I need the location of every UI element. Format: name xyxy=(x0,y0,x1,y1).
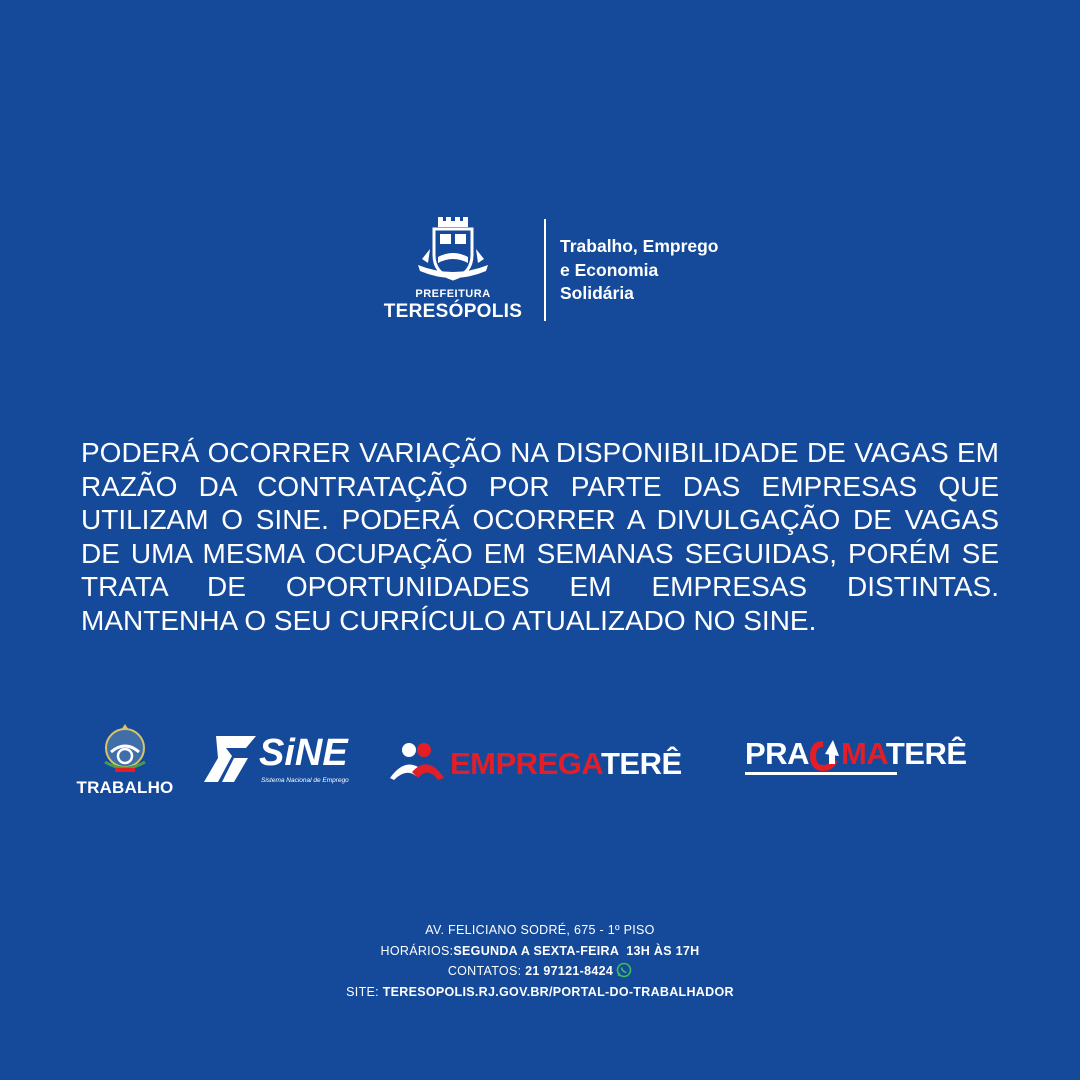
city-name: TERESÓPOLIS xyxy=(383,301,523,322)
prefeitura-logo xyxy=(378,215,528,325)
footer-hours xyxy=(0,941,1080,962)
empregatere-logo xyxy=(388,740,718,800)
pracima-part-3: TERÊ xyxy=(885,736,967,771)
header-divider xyxy=(544,219,546,321)
empregatere-red: EMPREGA xyxy=(450,746,601,781)
footer-site xyxy=(0,982,1080,1003)
coat-of-arms-icon xyxy=(414,215,492,287)
secretaria-line-1: Trabalho, Emprego xyxy=(560,236,719,256)
footer-contacts xyxy=(0,961,1080,982)
pracima-underline xyxy=(745,772,897,775)
pracimatere-logo xyxy=(745,734,1015,794)
secretaria-name xyxy=(560,235,820,306)
contacts-label: CONTATOS: xyxy=(447,964,526,978)
pracima-part-2: MA xyxy=(840,736,886,771)
sine-subtitle: Sistema Nacional de Emprego xyxy=(261,777,349,784)
site-label: SITE: xyxy=(346,984,383,999)
state-crest-icon xyxy=(99,722,151,778)
sine-mark-icon xyxy=(204,736,256,782)
empregatere-white: TERÊ xyxy=(600,746,682,781)
sine-logo xyxy=(204,732,364,806)
footer-contact xyxy=(0,920,1080,1002)
trabalho-label: TRABALHO xyxy=(76,778,174,797)
secretaria-line-2: e Economia xyxy=(560,259,659,280)
whatsapp-icon xyxy=(616,962,632,978)
pracimatere-wordmark xyxy=(745,736,967,772)
empregatere-wordmark xyxy=(450,746,682,782)
site-value[interactable]: TERESOPOLIS.RJ.GOV.BR/PORTAL-DO-TRABALHADOR xyxy=(382,984,734,999)
notice-text: PODERÁ OCORRER VARIAÇÃO NA DISPONIBILIDADE DE VAGAS EM RAZÃO DA CONTRATAÇÃO POR PARTE DAS EMPRESAS QUE UTILIZAM O SINE. PODERÁ OCORRER A DIVULGAÇÃO DE VAGAS DE UMA MESMA OCUPAÇÃO EM SEMANAS SEGUIDAS, PORÉM SE TRATA DE OPORTUNIDADES EM EMPRESAS DISTINTAS. MANTENHA O SEU CURRÍCULO ATUALIZADO NO SINE. xyxy=(81,437,999,636)
footer-address: AV. FELICIANO SODRÉ, 675 - 1º PISO xyxy=(425,923,655,937)
hours-label: HORÁRIOS: xyxy=(380,943,454,958)
people-icon xyxy=(388,740,448,784)
partner-logos xyxy=(0,720,1080,820)
arrow-up-icon xyxy=(809,736,841,772)
trabalho-logo xyxy=(66,720,184,800)
header xyxy=(0,215,1080,325)
pracima-part-1: PRA xyxy=(745,736,809,771)
prefeitura-label: PREFEITURA xyxy=(415,288,491,300)
contacts-value: 21 97121-8424 xyxy=(525,964,614,978)
hours-value: SEGUNDA A SEXTA-FEIRA 13H ÀS 17H xyxy=(453,943,700,958)
sine-wordmark: SiNE xyxy=(259,732,348,774)
secretaria-line-3: Solidária xyxy=(560,283,634,303)
